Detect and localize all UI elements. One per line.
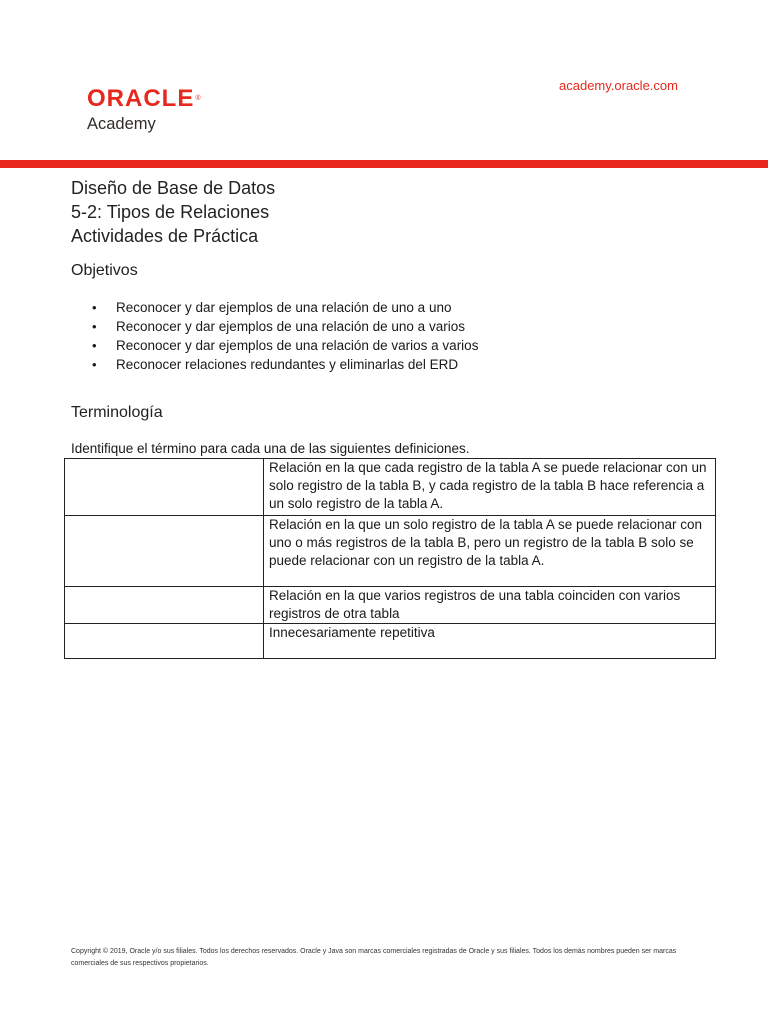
table-row [65, 587, 716, 624]
objectives-list [92, 298, 478, 374]
definition-cell: Relación en la que cada registro de la tabla A se puede relacionar con un solo registro de la tabla B, y cada registro de la tabla B hace referencia a un solo registro de la tabla A. [264, 459, 716, 516]
course-title: Diseño de Base de Datos [71, 178, 276, 198]
academy-label: Academy [87, 115, 156, 133]
list-item: • Reconocer y dar ejemplos de una relación de varios a varios [92, 336, 478, 355]
definition-cell: Innecesariamente repetitiva [264, 624, 716, 659]
objectives-heading: Objetivos [71, 262, 138, 279]
activity-title: Actividades de Práctica [71, 226, 259, 246]
list-item: • Reconocer relaciones redundantes y eliminarlas del ERD [92, 355, 478, 374]
oracle-wordmark: ORACLE® [87, 85, 202, 112]
terminology-table [64, 458, 716, 659]
copyright-notice: Copyright © 2019, Oracle y/o sus filiales. Todos los derechos reservados. Oracle y Java son marcas comerciales registradas de Oracle y sus filiales. Todos los demás nombres pueden ser marcas comerciales de sus respectivos propietarios. [71, 948, 677, 967]
table-row [65, 459, 716, 516]
definition-cell: Relación en la que varios registros de una tabla coinciden con varios registros de otra tabla [264, 587, 716, 624]
document-title [71, 176, 275, 248]
table-row [65, 624, 716, 659]
terminology-instructions: Identifique el término para cada una de las siguientes definiciones. [71, 441, 470, 456]
page-header [0, 0, 768, 160]
terminology-heading: Terminología [71, 404, 163, 421]
term-answer-cell[interactable] [65, 587, 264, 624]
oracle-academy-logo [87, 86, 202, 133]
list-item: • Reconocer y dar ejemplos de una relación de uno a uno [92, 298, 478, 317]
academy-site-link[interactable]: academy.oracle.com [559, 78, 678, 93]
term-answer-cell[interactable] [65, 516, 264, 587]
term-answer-cell[interactable] [65, 624, 264, 659]
header-divider [0, 160, 768, 168]
term-answer-cell[interactable] [65, 459, 264, 516]
list-item: • Reconocer y dar ejemplos de una relación de uno a varios [92, 317, 478, 336]
lesson-title: 5-2: Tipos de Relaciones [71, 202, 270, 222]
definition-cell: Relación en la que un solo registro de la tabla A se puede relacionar con uno o más registros de la tabla B, pero un registro de la tabla B solo se puede relacionar con un registro de la tabla A. [264, 516, 716, 587]
table-row [65, 516, 716, 587]
